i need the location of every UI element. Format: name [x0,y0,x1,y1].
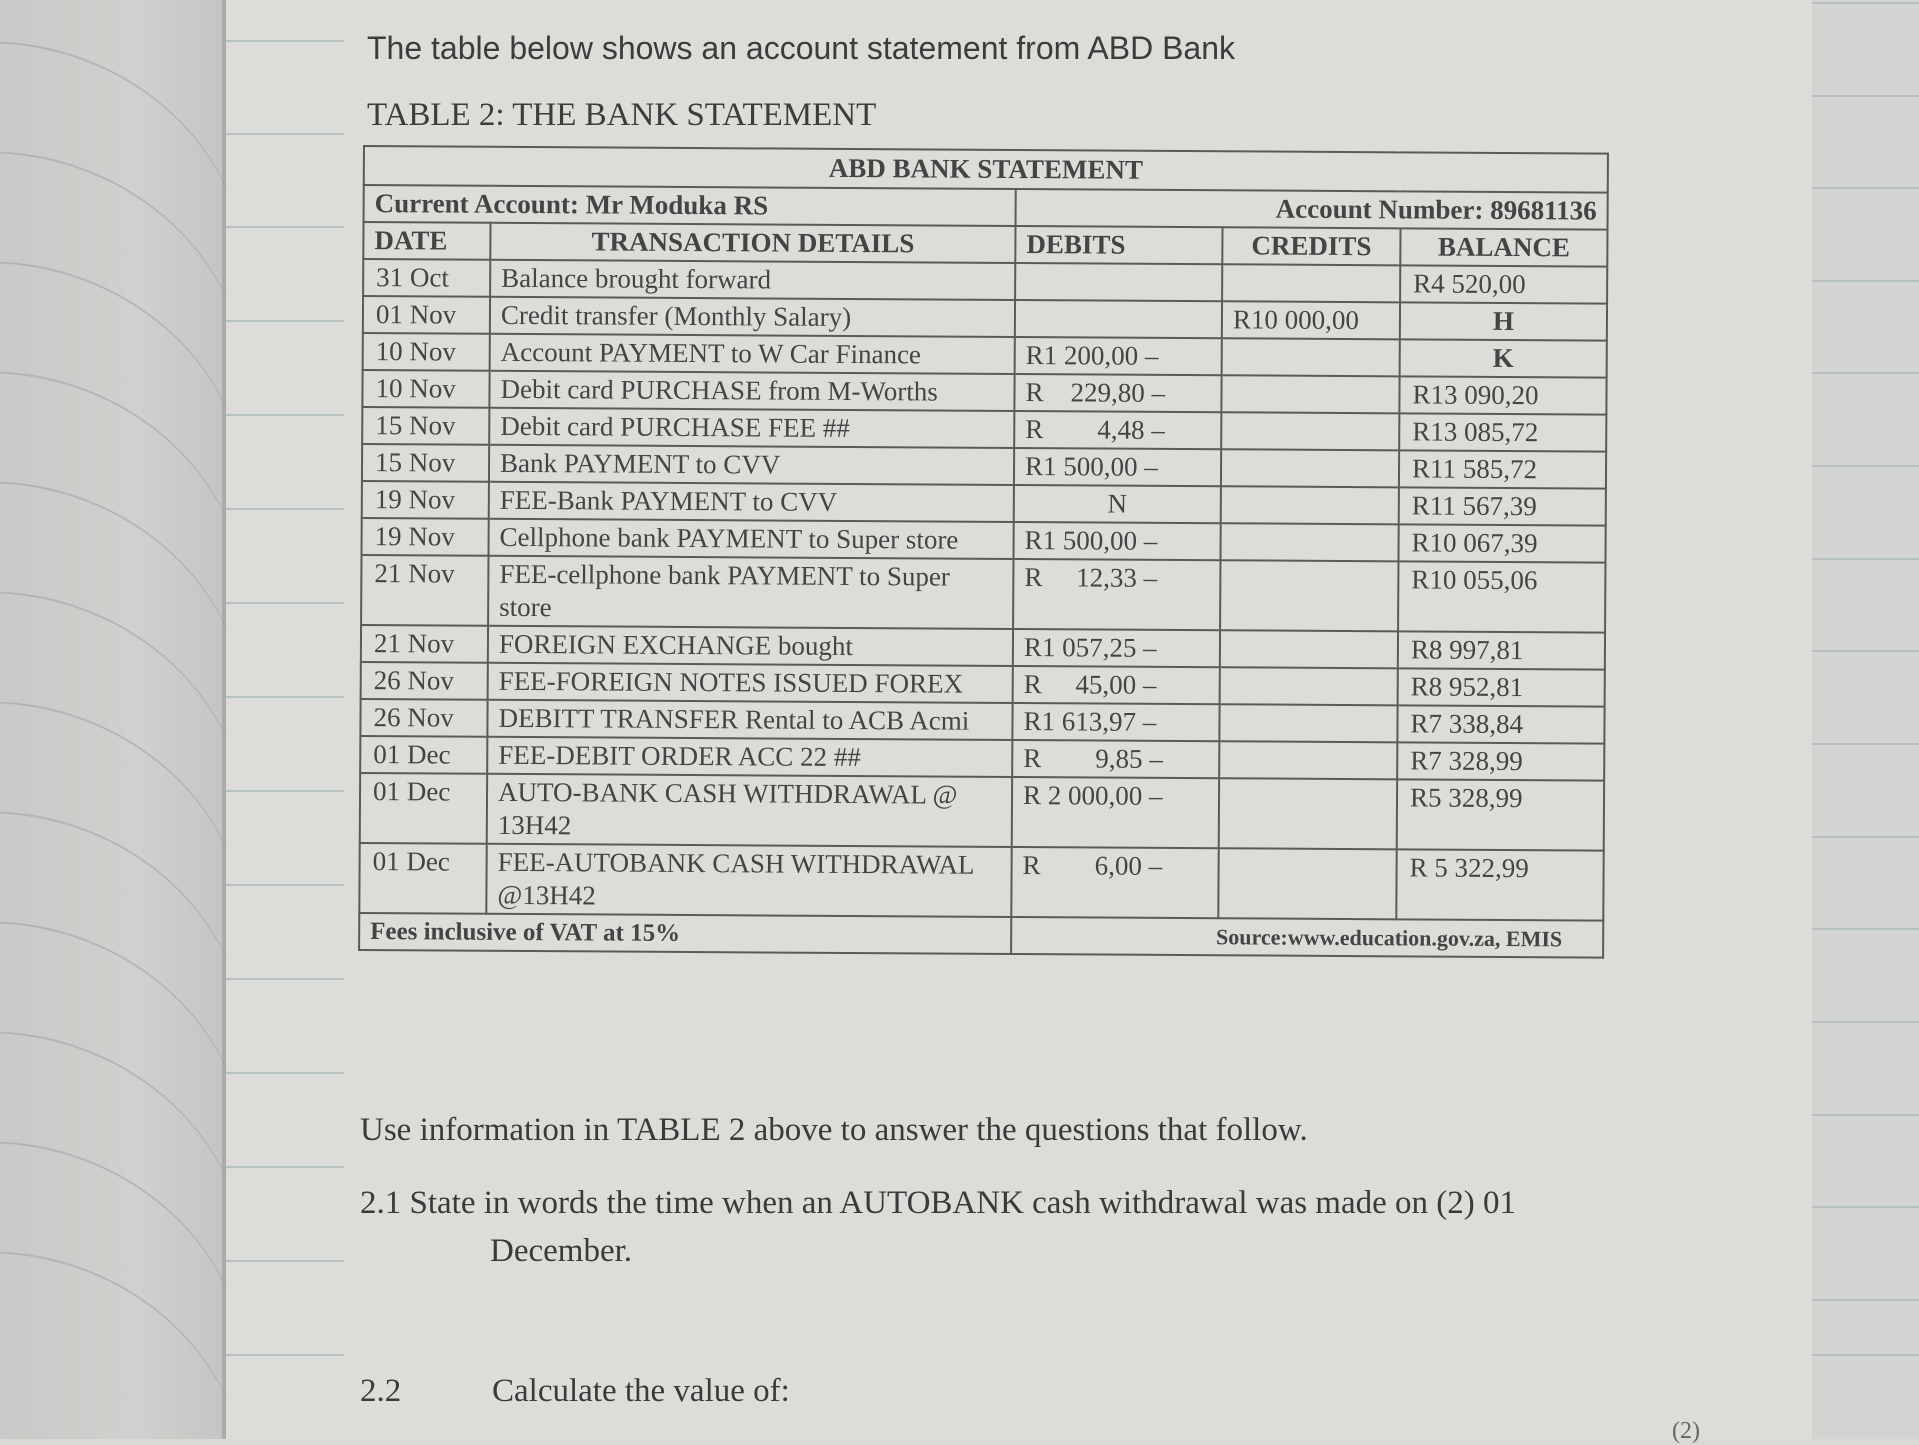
row-balance: R7 338,84 [1397,705,1604,743]
statement-title: ABD BANK STATEMENT [364,146,1608,193]
question-2-2-number: 2.2 [360,1373,402,1409]
row-credit [1220,523,1398,561]
row-date: 15 Nov [362,444,489,482]
questions-instruction: Use information in TABLE 2 above to answer the questions that follow. [360,1112,1308,1148]
row-credit [1220,560,1398,631]
col-credits: CREDITS [1222,227,1400,265]
row-balance: R8 952,81 [1398,668,1605,706]
question-2-2: Calculate the value of: [492,1373,790,1409]
row-date: 10 Nov [362,370,489,408]
intro-text: The table below shows an account statement from ABD Bank [367,30,1236,66]
partial-mark-allocation: (2) [1672,1418,1700,1444]
row-debit: R 45,00 – [1013,666,1220,704]
table-caption: TABLE 2: THE BANK STATEMENT [367,97,877,133]
notebook-left-margin [226,0,344,1439]
table-row [359,843,1603,921]
row-balance: R10 067,39 [1398,524,1605,562]
row-details: Account PAYMENT to W Car Finance [490,334,1015,374]
question-2-1-continued: December. [490,1233,633,1269]
account-holder: Current Account: Mr Moduka RS [364,185,1016,226]
col-date: DATE [363,222,490,260]
row-details: FEE-DEBIT ORDER ACC 22 ## [487,737,1012,777]
row-balance: R13 090,20 [1399,376,1606,414]
row-details: Cellphone bank PAYMENT to Super store [488,519,1013,559]
row-debit: R1 500,00 – [1013,522,1220,560]
row-balance-placeholder-k: K [1400,339,1607,377]
row-details: FEE-cellphone bank PAYMENT to Super store [488,556,1013,629]
row-details: FEE-AUTOBANK CASH WITHDRAWAL @13H42 [486,844,1011,917]
row-date: 01 Nov [363,296,490,334]
row-balance: R11 567,39 [1399,487,1606,525]
row-credit [1220,630,1398,668]
row-credit [1220,667,1398,705]
row-balance: R13 085,72 [1399,413,1606,451]
row-date: 15 Nov [362,407,489,445]
row-debit: R1 500,00 – [1014,448,1221,486]
row-date: 26 Nov [360,699,487,737]
row-balance: R8 997,81 [1398,631,1605,669]
vat-note: Fees inclusive of VAT at 15% [359,913,1011,954]
row-debit: R 9,85 – [1012,740,1219,778]
row-details: Credit transfer (Monthly Salary) [490,297,1015,337]
row-debit: R 229,80 – [1014,374,1221,412]
row-credit [1219,778,1397,849]
row-date: 10 Nov [363,333,490,371]
row-debit: R1 613,97 – [1012,703,1219,741]
row-debit: R 4,48 – [1014,411,1221,449]
row-balance: R5 328,99 [1397,779,1604,850]
row-date: 01 Dec [360,773,487,844]
row-details: Debit card PURCHASE FEE ## [489,408,1014,448]
row-credit [1221,375,1399,413]
row-debit: R 12,33 – [1013,559,1220,630]
row-debit: R1 200,00 – [1015,337,1222,375]
table-row [360,773,1604,851]
question-2-1: 2.1 State in words the time when an AUTOBANK cash withdrawal was made on (2) 01 [360,1185,1516,1221]
row-details: FOREIGN EXCHANGE bought [488,626,1013,666]
row-details: AUTO-BANK CASH WITHDRAWAL @ 13H42 [487,774,1012,847]
row-details: Bank PAYMENT to CVV [489,445,1014,485]
row-credit [1221,412,1399,450]
row-credit [1222,338,1400,376]
row-credit [1218,848,1396,919]
col-transaction-details: TRANSACTION DETAILS [490,223,1015,263]
bank-statement-table [358,145,1609,959]
source-note: Source:www.education.gov.za, EMIS [1011,917,1603,958]
row-details: FEE-FOREIGN NOTES ISSUED FOREX [488,663,1013,703]
row-balance: R4 520,00 [1400,265,1607,303]
row-credit [1219,704,1397,742]
row-details: FEE-Bank PAYMENT to CVV [489,482,1014,522]
row-balance: R7 328,99 [1397,742,1604,780]
row-balance: R10 055,06 [1398,561,1605,632]
row-debit [1015,300,1222,338]
row-date: 21 Nov [361,625,488,663]
row-details: Debit card PURCHASE from M-Worths [489,371,1014,411]
row-details: DEBITT TRANSFER Rental to ACB Acmi [487,700,1012,740]
statement-footer-row [359,913,1603,958]
row-balance-placeholder-h: H [1400,302,1607,340]
row-date: 26 Nov [361,662,488,700]
row-date: 01 Dec [359,843,486,914]
row-debit [1015,263,1222,301]
left-facing-page [0,0,228,1439]
row-date: 19 Nov [362,481,489,519]
row-debit-placeholder-n: N [1014,485,1221,523]
row-balance: R11 585,72 [1399,450,1606,488]
row-details: Balance brought forward [490,260,1015,300]
row-date: 21 Nov [361,555,488,626]
notebook-right-margin [1812,0,1919,1439]
row-date: 01 Dec [360,736,487,774]
row-credit [1221,449,1399,487]
account-number: Account Number: 89681136 [1016,189,1608,230]
row-debit: R1 057,25 – [1013,629,1220,667]
row-debit: R 2 000,00 – [1012,777,1219,848]
row-credit [1221,486,1399,524]
row-credit [1222,264,1400,302]
row-balance: R 5 322,99 [1396,849,1603,920]
row-credit [1219,741,1397,779]
row-credit: R10 000,00 [1222,301,1400,339]
row-date: 19 Nov [361,518,488,556]
table-row [361,555,1605,633]
col-balance: BALANCE [1400,228,1607,266]
row-date: 31 Oct [363,259,490,297]
row-debit: R 6,00 – [1011,847,1218,918]
col-debits: DEBITS [1015,226,1222,264]
